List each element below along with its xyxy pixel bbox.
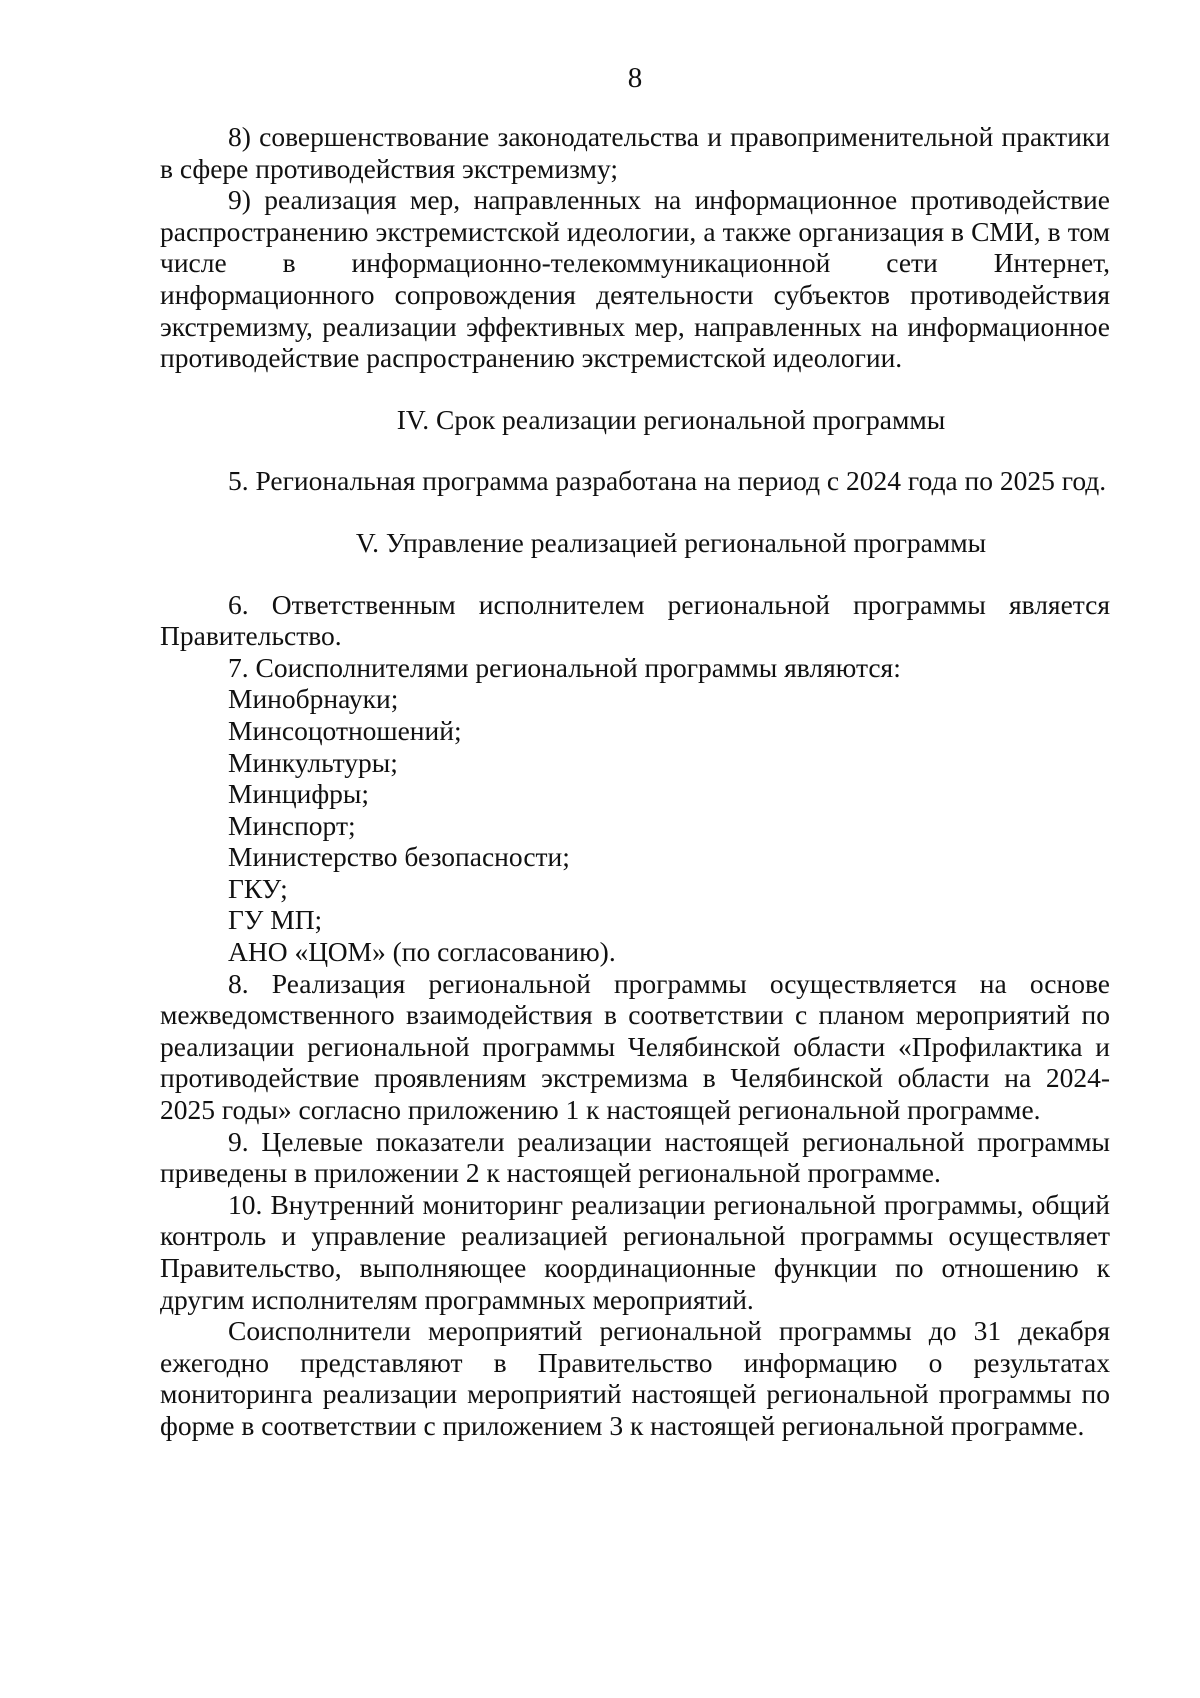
spacer: [160, 374, 1110, 404]
spacer: [160, 435, 1110, 465]
list-item: Минспорт;: [228, 809, 356, 841]
list-item: Минкультуры;: [228, 746, 398, 778]
coexecutors-list: [160, 683, 1110, 967]
section-heading-iv: IV. Срок реализации региональной программы: [396, 403, 946, 435]
paragraph-7: 7. Соисполнителями региональной программы являются:: [228, 651, 901, 683]
list-item: Минобрнауки;: [228, 683, 399, 715]
paragraph-5: 5. Региональная программа разработана на период с 2024 года по 2025 год.: [228, 465, 1107, 497]
spacer: [160, 559, 1110, 589]
paragraph-9: 9. Целевые показатели реализации настоящей региональной программы приведены в приложении 2 к настоящей региональной программе.: [160, 1125, 1110, 1189]
paragraph-item-9: 9) реализация мер, направленных на информационное противодействие распространению экстремистской идеологии, а также организация в СМИ, в том числе в информационно-телекоммуникационной сети Интернет, информационного сопровождения деятельности субъектов противодействия экстремизму, реализации эффективных мер, направленных на информационное противодействие распространению экстремистской идеологии.: [160, 184, 1110, 374]
list-item: Министерство безопасности;: [228, 841, 570, 873]
list-item: ГУ МП;: [228, 904, 323, 936]
spacer: [160, 497, 1110, 527]
paragraph-item-8: 8) совершенствование законодательства и правоприменительной практики в сфере противодействия экстремизму;: [160, 121, 1110, 184]
list-item: АНО «ЦОМ» (по согласованию).: [228, 936, 616, 968]
paragraph-10: 10. Внутренний мониторинг реализации региональной программы, общий контроль и управление реализацией региональной программы осуществляет Правительство, выполняющее координационные функции по отношению к другим исполнителям программных мероприятий.: [160, 1188, 1110, 1315]
document-body: [160, 121, 1110, 1442]
paragraph-6: 6. Ответственным исполнителем региональной программы является Правительство.: [160, 588, 1110, 652]
page-number: 8: [627, 62, 643, 94]
list-item: ГКУ;: [228, 872, 288, 904]
list-item: Минцифры;: [228, 778, 370, 810]
list-item: Минсоцотношений;: [228, 714, 462, 746]
paragraph-8: 8. Реализация региональной программы осуществляется на основе межведомственного взаимодействия в соответствии с планом мероприятий по реализации региональной программы Челябинской области «Профилактика и противодействие проявлениям экстремизма в Челябинской области на 2024-2025 годы» согласно приложению 1 к настоящей региональной программе.: [160, 967, 1110, 1126]
paragraph-monitoring: Соисполнители мероприятий региональной программы до 31 декабря ежегодно представляют в Правительство информацию о результатах мониторинга реализации мероприятий настоящей региональной программы по форме в соответствии с приложением 3 к настоящей региональной программе.: [160, 1315, 1110, 1441]
section-heading-v: V. Управление реализацией региональной программы: [355, 526, 987, 558]
